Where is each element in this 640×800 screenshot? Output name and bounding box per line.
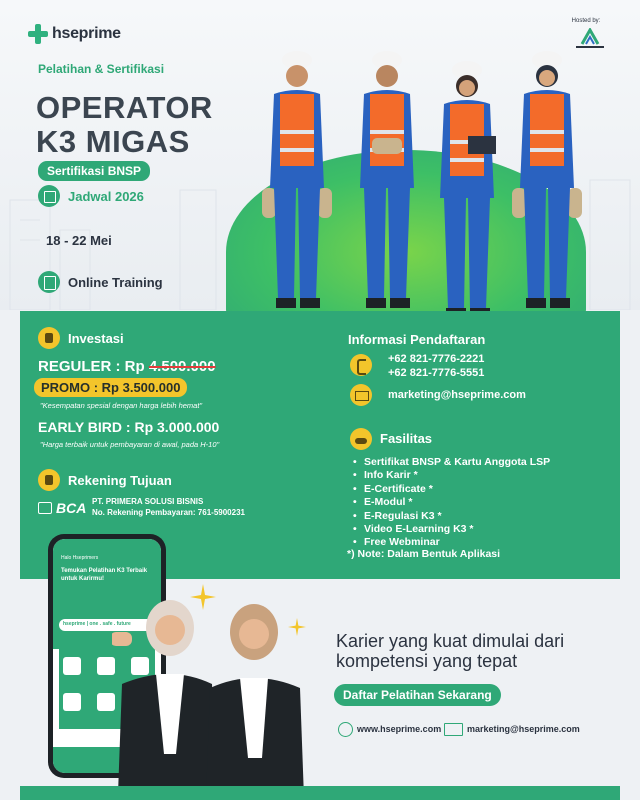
handshake-icon: [350, 428, 372, 450]
phone-number-2[interactable]: +62 821-7776-5551: [388, 367, 485, 379]
mail-icon: [444, 723, 463, 736]
list-item: • E-Regulasi K3 *: [350, 510, 550, 523]
app-greeting: Halo Hseprimers: [61, 555, 99, 561]
early-bird-note: "Harga terbaik untuk pembayaran di awal, pada H-10": [40, 440, 220, 449]
check-badge-icon: [38, 469, 60, 491]
presenter-illustration: [112, 594, 216, 794]
sparkle-icon: [288, 618, 306, 636]
bank-logo: [38, 500, 86, 516]
training-mode-row: [38, 271, 163, 293]
app-title: Temukan Pelatihan K3 Terbaik untuk Karirmu!: [61, 568, 148, 582]
hosted-by-label: Hosted by:: [571, 18, 601, 24]
certification-badge: Sertifikasi BNSP: [38, 161, 150, 181]
list-item: • Sertifikat BNSP & Kartu Anggota LSP: [350, 456, 550, 469]
reguler-price: 4.500.000: [148, 358, 216, 375]
email-contact: [350, 384, 372, 406]
training-dates: 18 - 22 Mei: [46, 233, 112, 248]
fasilitas-list: [350, 456, 550, 550]
rekening-heading: Rekening Tujuan: [68, 472, 172, 488]
reguler-price-row: [38, 358, 216, 375]
bank-mark-icon: [38, 502, 52, 514]
early-bird-price: EARLY BIRD : Rp 3.000.000: [38, 419, 220, 435]
worker-illustration: [352, 48, 422, 310]
investasi-heading-row: [38, 327, 124, 349]
fasilitas-heading: Fasilitas: [380, 431, 433, 446]
calendar-icon: [38, 185, 60, 207]
tagline-line2: kompetensi yang tepat: [336, 651, 518, 671]
app-menu-tile[interactable]: [63, 693, 81, 711]
list-item: • Info Karir *: [350, 469, 550, 482]
app-menu-tile[interactable]: [63, 657, 81, 675]
logo-text: hseprime: [52, 25, 121, 42]
globe-icon: [338, 722, 353, 737]
promo-note: "Kesempatan spesial dengan harga lebih hemat": [40, 401, 203, 410]
schedule-row: [38, 185, 144, 207]
phone-contact: [350, 354, 372, 376]
phone-icon: [350, 354, 372, 376]
tagline-line1: Karier yang kuat dimulai dari: [336, 631, 565, 651]
pendaftaran-heading: Informasi Pendaftaran: [348, 332, 486, 347]
worker-illustration: [432, 58, 502, 320]
money-icon: [38, 327, 60, 349]
register-cta-button[interactable]: Daftar Pelatihan Sekarang: [334, 684, 501, 706]
promo-price-badge: PROMO : Rp 3.500.000: [34, 378, 187, 397]
plus-logo-icon: [28, 24, 48, 44]
app-search-brand: hseprime | one . safe . future: [63, 621, 131, 627]
hseprime-logo[interactable]: [28, 24, 121, 44]
host-logo-icon: [572, 28, 608, 50]
fasilitas-note: *) Note: Dalam Bentuk Aplikasi: [347, 548, 501, 560]
bottom-bar: [20, 786, 620, 800]
sparkle-icon: [190, 584, 216, 610]
footer-email-link[interactable]: marketing@hseprime.com: [467, 724, 580, 734]
registration-email[interactable]: marketing@hseprime.com: [388, 389, 526, 401]
reguler-label: REGULER : Rp: [38, 358, 149, 375]
worker-illustration: [262, 48, 332, 310]
phone-number-1[interactable]: +62 821-7776-2221: [388, 353, 485, 365]
list-item: • Free Webminar: [350, 536, 550, 549]
training-mode: Online Training: [68, 274, 163, 290]
account-number: No. Rekening Pembayaran: 761-5900231: [92, 508, 245, 517]
hero-title-line2: K3 MIGAS: [36, 124, 190, 159]
online-training-icon: [38, 271, 60, 293]
schedule-label: Jadwal 2026: [68, 188, 144, 204]
website-link[interactable]: www.hseprime.com: [357, 724, 442, 734]
account-holder: PT. PRIMERA SOLUSI BISNIS: [92, 497, 204, 506]
investasi-heading: Investasi: [68, 330, 124, 346]
fasilitas-icon-wrap: [350, 428, 372, 450]
list-item: • Video E-Learning K3 *: [350, 523, 550, 536]
hero-title-line1: OPERATOR: [36, 90, 213, 125]
rekening-heading-row: [38, 469, 172, 491]
hero-subtitle: Pelatihan & Sertifikasi: [38, 62, 165, 76]
mail-icon: [350, 384, 372, 406]
list-item: • E-Modul *: [350, 496, 550, 509]
worker-illustration: [512, 48, 582, 310]
bank-name: BCA: [56, 500, 87, 516]
list-item: • E-Certificate *: [350, 483, 550, 496]
